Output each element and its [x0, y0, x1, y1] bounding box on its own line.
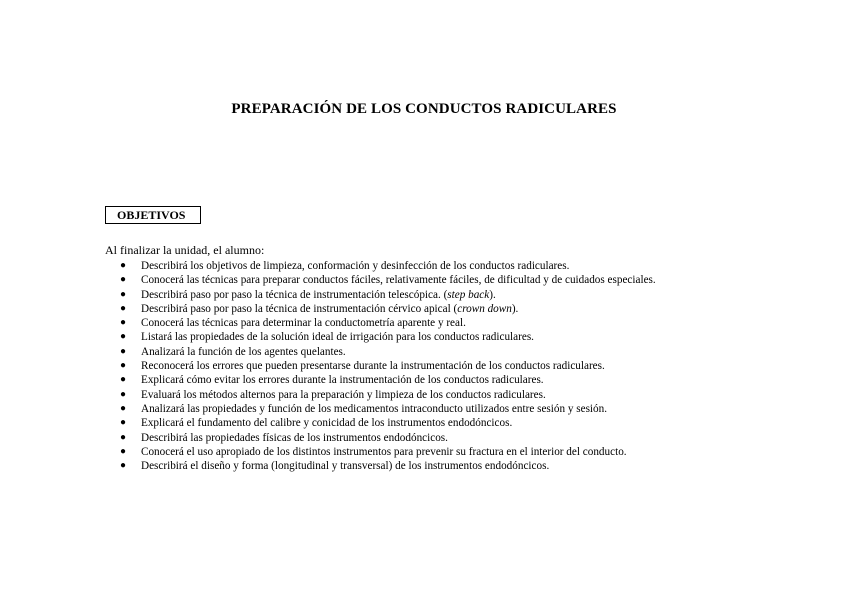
bullet-icon: ● [120, 345, 127, 357]
objective-item [120, 359, 656, 373]
bullet-icon: ● [120, 360, 127, 372]
bullet-icon: ● [120, 402, 127, 414]
objective-text-end: ). [489, 288, 496, 301]
objective-text: Describirá las propiedades físicas de los instrumentos endodóncicos. [141, 431, 448, 444]
objective-text: Describirá el diseño y forma (longitudinal y transversal) de los instrumentos endodóncicos. [141, 460, 550, 473]
bullet-icon: ● [120, 288, 127, 300]
bullet-icon: ● [120, 417, 127, 429]
objective-item [120, 302, 656, 316]
page-title: PREPARACIÓN DE LOS CONDUCTOS RADICULARES [231, 101, 617, 117]
objective-text: Analizará la función de los agentes quelantes. [141, 345, 346, 358]
objective-text: Describirá paso por paso la técnica de instrumentación telescópica. ( [141, 288, 448, 301]
bullet-icon: ● [120, 445, 127, 457]
objective-emphasis: crown down [457, 302, 512, 315]
objective-text: Reconocerá los errores que pueden presentarse durante la instrumentación de los conductos radiculares. [141, 360, 605, 373]
bullet-icon: ● [120, 302, 127, 314]
objective-text: Conocerá las técnicas para preparar conductos fáciles, relativamente fáciles, de dificultad y de cuidados especiales. [141, 274, 656, 287]
objective-text: Analizará las propiedades y función de los medicamentos intraconducto utilizados entre sesión y sesión. [141, 402, 608, 415]
objective-item [120, 316, 656, 330]
objective-text-end: ). [511, 302, 519, 315]
bullet-icon: ● [120, 317, 127, 329]
bullet-icon: ● [120, 331, 127, 343]
objective-item [120, 330, 656, 344]
objective-item [120, 416, 656, 430]
objective-text: Conocerá el uso apropiado de los distintos instrumentos para prevenir su fractura en el interior del conducto. [141, 445, 627, 458]
bullet-icon: ● [120, 431, 127, 443]
objective-text: Evaluará los métodos alternos para la preparación y limpieza de los conductos radiculares. [141, 388, 546, 401]
objective-item [120, 259, 656, 273]
objective-item [120, 345, 656, 359]
objective-text: Describirá los objetivos de limpieza, conformación y desinfección de los conductos radiculares. [141, 260, 570, 272]
objective-item [120, 288, 656, 302]
objective-text: Explicará cómo evitar los errores durante la instrumentación de los conductos radiculares. [141, 374, 544, 387]
section-label: OBJETIVOS [117, 208, 186, 222]
objective-item [120, 445, 656, 459]
objective-item [120, 273, 656, 287]
section-label-box [105, 206, 201, 224]
objective-text: Explicará el fundamento del calibre y conicidad de los instrumentos endodóncicos. [141, 417, 513, 430]
objective-text: Describirá paso por paso la técnica de instrumentación cérvico apical ( [141, 302, 458, 315]
objective-text: Listará las propiedades de la solución ideal de irrigación para los conductos radiculares. [141, 331, 534, 344]
bullet-icon: ● [120, 460, 127, 472]
objectives-list [120, 259, 656, 473]
intro-text: Al finalizar la unidad, el alumno: [105, 243, 265, 257]
bullet-icon: ● [120, 274, 127, 286]
objective-item [120, 373, 656, 387]
objective-item [120, 431, 656, 445]
bullet-icon: ● [120, 374, 127, 386]
objective-text: Conocerá las técnicas para determinar la conductometría aparente y real. [141, 317, 466, 330]
objective-emphasis: step back [447, 288, 490, 301]
objective-item [120, 402, 656, 416]
bullet-icon: ● [120, 260, 127, 271]
objective-item [120, 459, 656, 473]
bullet-icon: ● [120, 388, 127, 400]
objective-item [120, 388, 656, 402]
